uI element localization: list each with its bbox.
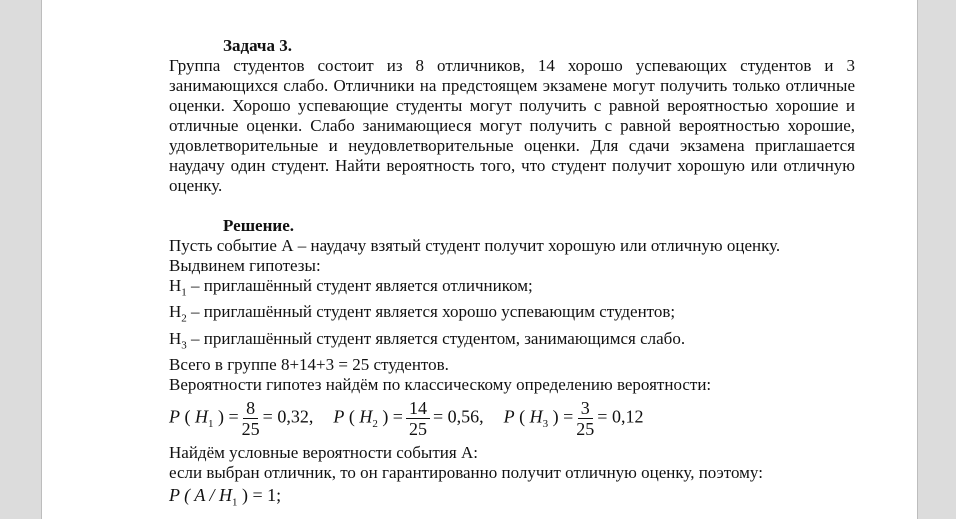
prob-h3: P ( $H_3$ ) = $\frac{3}{25}$ = 0,12 — [503, 397, 644, 439]
hypothesis-2: $H_2$ – приглашённый студент является хорошо успевающим студентов; — [169, 302, 676, 325]
conditional-formula: P ( A / $H_1$ ) = 1; — [169, 485, 282, 509]
hypothesis-probabilities-formula — [169, 395, 855, 441]
hypothesis-3: $H_3$ – приглашённый студент является студентом, занимающимся слабо. — [169, 328, 686, 352]
total-students: Всего в группе 8+14+3 = 25 студентов. — [169, 355, 449, 375]
prob-h1: P ( $H_1$ ) = $\frac{8}{25}$ = 0,32, — [169, 397, 314, 439]
task-text: Группа студентов состоит из 8 отличников, 14 хорошо успевающих студентов и 3 занимающихся слабо. Отличники на предстоящем экзамене могут получить только отличные оценки. Хорошо успевающие студенты могут получить с равной вероятностью хорошие и отличные оценки. Слабо занимающиеся могут получить с равной вероятностью хорошие, удовлетворительные и неудовлетворительные оценки. Для сдачи экзамена приглашается наудачу один студент. Найти вероятность того, что студент получит хорошую или отличную оценку. — [169, 56, 855, 195]
conditional-intro: Найдём условные вероятности события А: — [169, 443, 478, 463]
event-definition: Пусть событие А – наудачу взятый студент получит хорошую или отличную оценку. — [169, 236, 781, 255]
conditional-line: если выбран отличник, то он гарантированно получит отличную оценку, поэтому: — [169, 463, 763, 483]
task-title: Задача 3. — [223, 36, 292, 55]
prob-h2: P ( $H_2$ ) = $\frac{14}{25}$ = 0,56, — [333, 397, 484, 439]
document-body — [169, 36, 855, 513]
hypotheses-intro: Выдвинем гипотезы: — [169, 256, 321, 275]
solution-title: Решение. — [223, 216, 294, 235]
document-page — [41, 0, 918, 519]
prob-intro: Вероятности гипотез найдём по классическому определению вероятности: — [169, 375, 712, 395]
hypothesis-1: $H_1$ – приглашённый студент является отличником; — [169, 276, 533, 299]
